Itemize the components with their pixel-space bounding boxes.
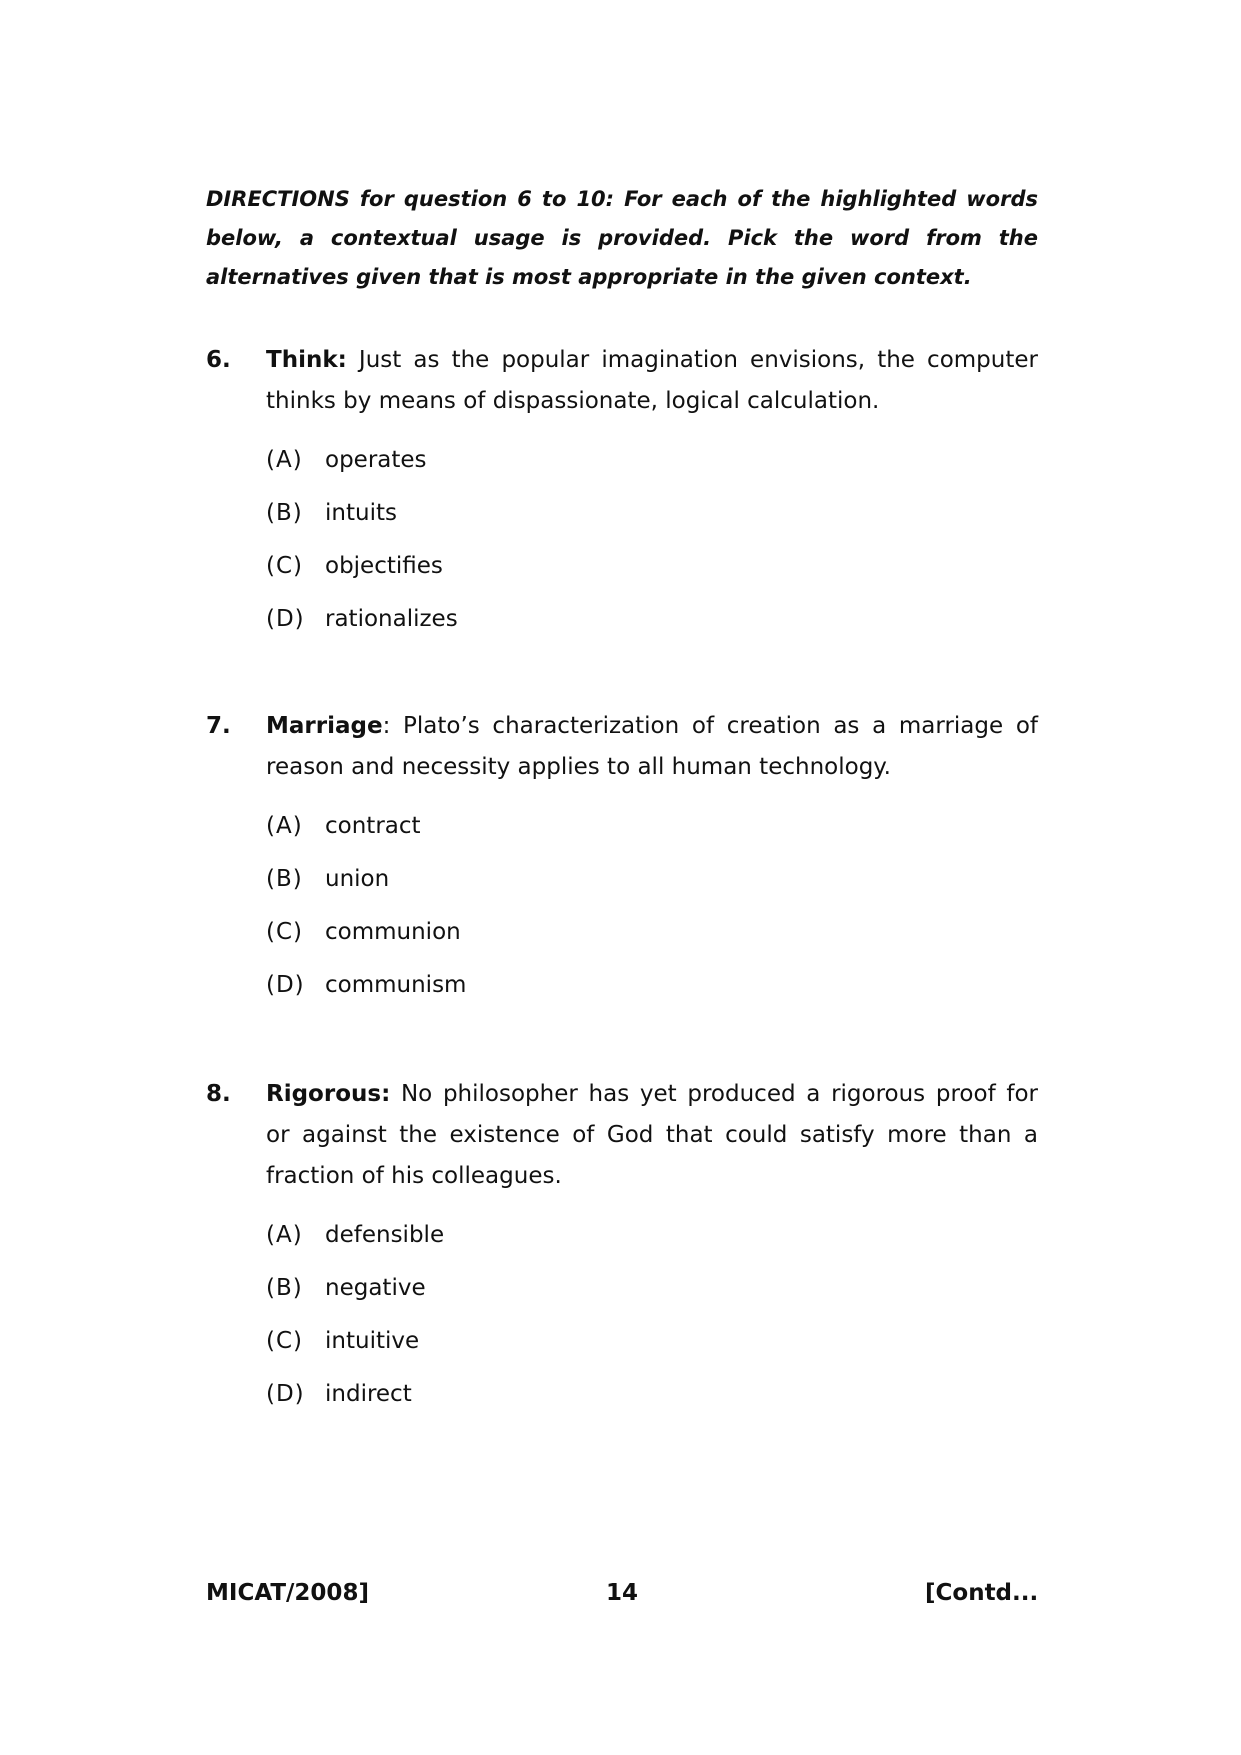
option-label: (A) — [266, 1222, 303, 1248]
answer-options — [266, 811, 766, 1023]
option-label: (B) — [266, 1275, 303, 1301]
option-text: defensible — [325, 1222, 445, 1248]
option-text: contract — [325, 813, 421, 839]
answer-options — [266, 445, 766, 657]
option-a — [266, 445, 766, 498]
question-number: 8. — [206, 1081, 231, 1107]
highlighted-word: Think: — [266, 347, 347, 373]
context-sentence: : Plato’s characterization of creation as a marriage of reason and necessity applies to all human technology. — [266, 713, 1038, 780]
page-number: 14 — [606, 1580, 639, 1606]
option-text: indirect — [325, 1381, 412, 1407]
option-a — [266, 1220, 766, 1273]
question-text — [266, 340, 1038, 422]
option-text: objectifies — [325, 553, 443, 579]
option-text: operates — [325, 447, 427, 473]
option-text: negative — [325, 1275, 426, 1301]
option-label: (C) — [266, 1328, 304, 1354]
question-text — [266, 706, 1038, 788]
option-label: (B) — [266, 500, 303, 526]
option-text: rationalizes — [325, 606, 458, 632]
option-d — [266, 1379, 766, 1432]
question-number: 7. — [206, 713, 231, 739]
option-c — [266, 551, 766, 604]
answer-options — [266, 1220, 766, 1432]
highlighted-word: Marriage — [266, 713, 383, 739]
option-b — [266, 1273, 766, 1326]
context-sentence: No philosopher has yet produced a rigorous proof for or against the existence of God that could satisfy more than a fraction of his colleagues. — [266, 1081, 1038, 1189]
option-text: intuitive — [325, 1328, 420, 1354]
directions-text: DIRECTIONS for question 6 to 10: For each of the highlighted words below, a contextual usage is provided. Pick the word from the alternatives given that is most appropriate in the given context. — [206, 187, 1038, 289]
option-label: (B) — [266, 866, 303, 892]
context-sentence: Just as the popular imagination envisions, the computer thinks by means of dispassionate, logical calculation. — [266, 347, 1038, 414]
question-text — [266, 1074, 1038, 1197]
option-a — [266, 811, 766, 864]
option-label: (C) — [266, 553, 304, 579]
option-b — [266, 498, 766, 551]
option-label: (D) — [266, 972, 305, 998]
footer-exam-code: MICAT/2008] — [206, 1580, 369, 1606]
option-d — [266, 604, 766, 657]
option-c — [266, 1326, 766, 1379]
option-text: communism — [325, 972, 467, 998]
option-label: (D) — [266, 1381, 305, 1407]
option-b — [266, 864, 766, 917]
option-label: (A) — [266, 447, 303, 473]
question-number: 6. — [206, 347, 231, 373]
footer-continued: [Contd... — [925, 1580, 1039, 1606]
option-label: (D) — [266, 606, 305, 632]
option-c — [266, 917, 766, 970]
option-d — [266, 970, 766, 1023]
option-text: communion — [325, 919, 461, 945]
option-text: union — [325, 866, 390, 892]
option-label: (C) — [266, 919, 304, 945]
option-text: intuits — [325, 500, 397, 526]
highlighted-word: Rigorous: — [266, 1081, 391, 1107]
option-label: (A) — [266, 813, 303, 839]
